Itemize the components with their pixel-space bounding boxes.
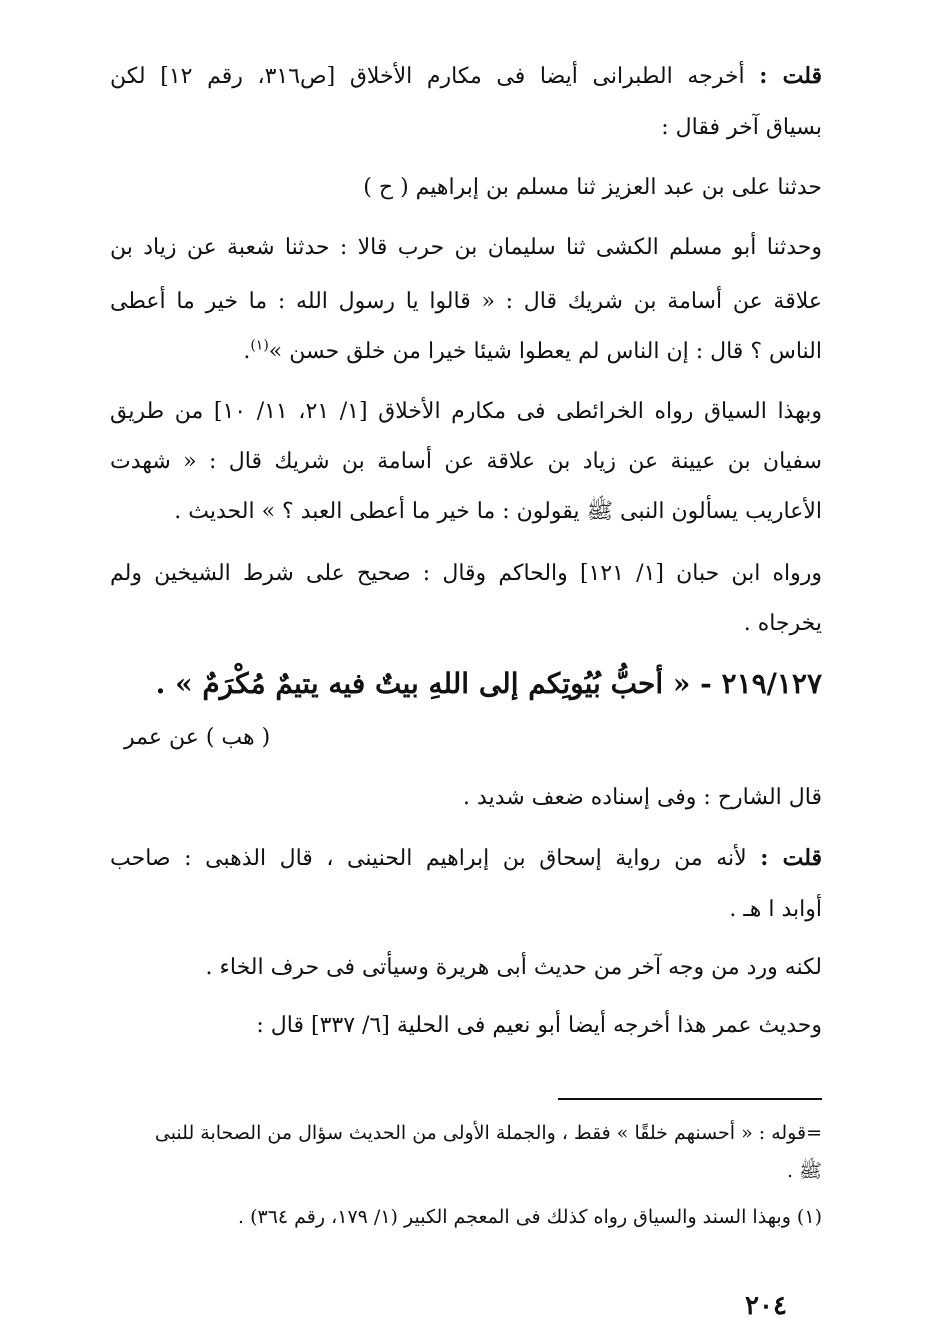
line-text: وحديث عمر هذا أخرجه أيضا أبو نعيم فى الحلية [٦/ ٣٣٧] قال : [256,1013,822,1038]
line-text: وبهذا السياق رواه الخرائطى فى مكارم الأخلاق [١/ ٢١، ١١/ ١٠] من طريق [110,399,822,424]
line-text: الأعاريب يسألون النبى ﷺ يقولون : ما خير ما أعطى العبد ؟ » الحديث . [174,499,822,524]
text-line-3 [110,168,822,208]
footnote-marker: (١) [250,337,269,354]
text-line-2 [110,108,822,148]
text-line-1 [110,56,822,96]
text-line-6 [110,332,822,372]
line-text: لكنه ورد من وجه آخر من حديث أبى هريرة وسيأتى فى حرف الخاء . [205,955,822,980]
text-line-9 [110,492,822,532]
line-tail: . [243,339,251,364]
line-text: أوابد ا هـ . [729,897,822,922]
line-lead: قلت : [760,845,822,871]
line-text: علاقة عن أسامة بن شريك قال : « قالوا يا رسول الله : ما خير ما أعطى [110,289,822,314]
text-line-4 [110,228,822,268]
hadith-source [110,718,822,758]
text-line-8 [110,442,822,482]
footnote-1 [110,1200,822,1234]
footnote-text: (١) وبهذا السند والسياق رواه كذلك فى المعجم الكبير (١/ ١٧٩، رقم ٣٦٤) . [238,1206,822,1228]
line-text: بسياق آخر فقال : [661,115,822,140]
text-line-13 [110,838,822,878]
line-text: سفيان بن عيينة عن زياد بن علاقة عن أسامة بن شريك قال : « شهدت [110,449,822,474]
footnote-text: =قوله : « أحسنهم خلقًا » فقط ، والجملة الأولى من الحديث سؤال من الصحابة للنبى [154,1122,822,1144]
hadith-number: ٢١٩/١٢٧ - [700,667,822,700]
line-lead: قلت : [759,63,822,89]
footnote-text: ﷺ . [786,1160,822,1182]
footnote-continuation-2 [110,1154,822,1188]
text-line-7 [110,392,822,432]
text-line-12 [110,778,822,818]
line-text: لأنه من رواية إسحاق بن إبراهيم الحنينى ، قال الذهبى : صاحب [110,846,761,871]
footnote-continuation [110,1116,822,1150]
footnote-divider [558,1098,822,1100]
text-line-14 [110,890,822,930]
line-text: يخرجاه . [743,611,822,636]
page-number: ٢٠٤ [745,1291,787,1321]
line-text: ورواه ابن حبان [١/ ١٢١] والحاكم وقال : صحيح على شرط الشيخين ولم [110,561,822,586]
line-text: وحدثنا أبو مسلم الكشى ثنا سليمان بن حرب قالا : حدثنا شعبة عن زياد بن [110,235,822,260]
hadith-text: « أحبُّ بُيُوتِكم إلى اللهِ بيتٌ فيه يتيمٌ مُكْرَمٌ » . [155,667,701,700]
text-line-10 [110,554,822,594]
text-line-5 [110,282,822,322]
hadith-heading [110,660,822,708]
text-line-16 [110,1006,822,1046]
text-line-15 [110,948,822,988]
line-text: قال الشارح : وفى إسناده ضعف شديد . [463,785,822,810]
line-text: حدثنا على بن عبد العزيز ثنا مسلم بن إبراهيم ( ح ) [363,175,822,200]
line-text: أخرجه الطبرانى أيضا فى مكارم الأخلاق [ص٣١٦، رقم ١٢] لكن [110,64,760,89]
source-text: ( هب ) عن عمر [124,725,271,750]
line-text: الناس ؟ قال : إن الناس لم يعطوا شيئا خيرا من خلق حسن » [268,339,822,364]
text-line-11 [110,604,822,644]
